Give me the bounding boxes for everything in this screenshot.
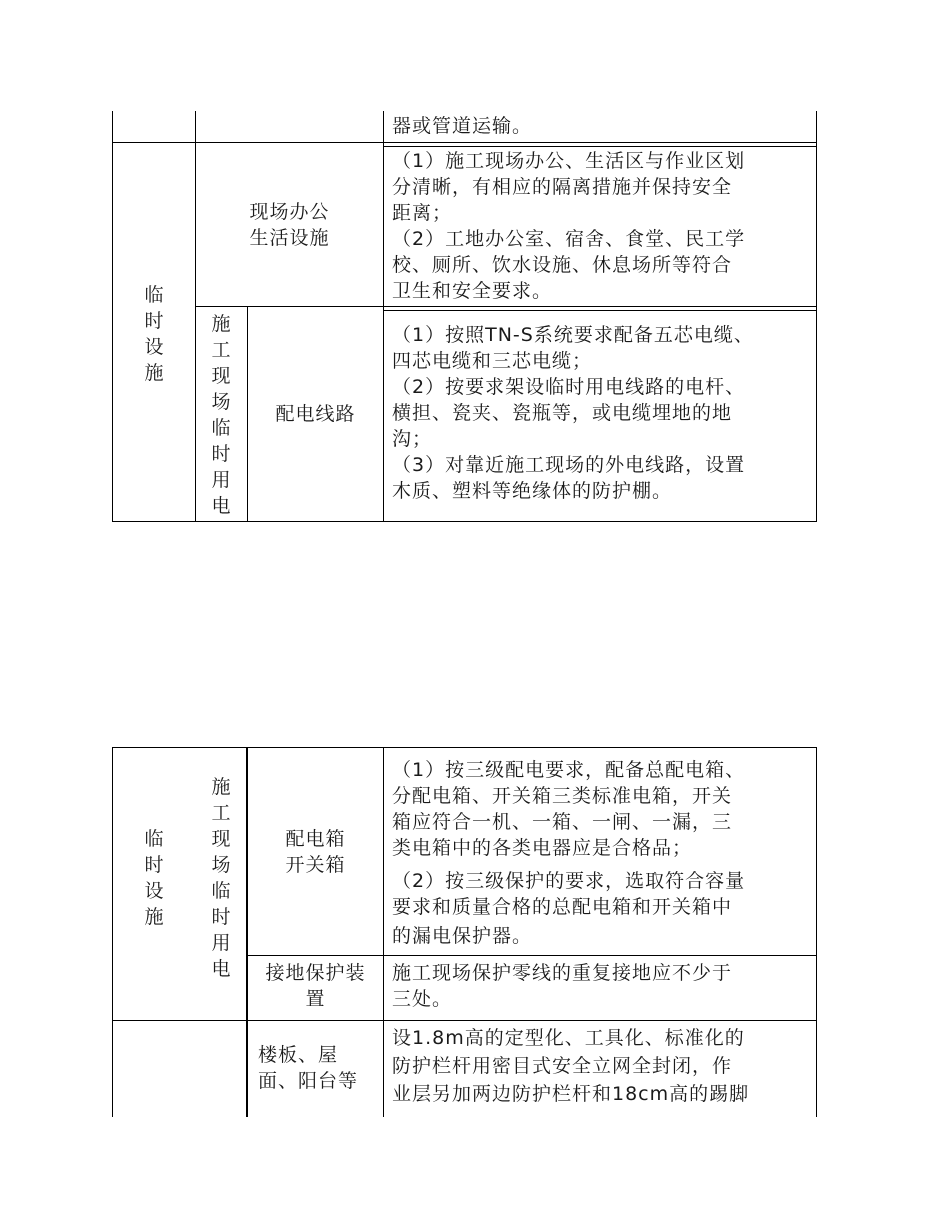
t1-wiring-desc-line1: （1）按照TN-S系统要求配备五芯电缆、 xyxy=(392,324,754,346)
t1-wiring-desc-line2: 四芯电缆和三芯电缆； xyxy=(392,350,593,372)
t2-box-desc-line6: 要求和质量合格的总配电箱和开关箱中 xyxy=(392,896,733,918)
t1-office-desc-line2: 分清晰，有相应的隔离措施并保持安全 xyxy=(392,176,733,198)
t2-box-label-line1: 配电箱 xyxy=(285,828,346,850)
t2-box-desc-line4: 类电箱中的各类电器应是合格品； xyxy=(392,837,693,859)
t1-office-desc-line3: 距离； xyxy=(392,202,453,224)
t1-line-right xyxy=(816,111,817,522)
t2-line-col3 xyxy=(383,747,384,1117)
t1-category-cell: 临时设施 xyxy=(144,284,164,384)
t2-box-desc-line3: 箱应符合一机、一箱、一闸、一漏，三 xyxy=(392,811,733,833)
t1-continuation-text: 器或管道运输。 xyxy=(392,115,533,137)
t1-line-h1 xyxy=(112,142,816,143)
t1-office-label-line1: 现场办公 xyxy=(249,201,330,223)
t2-ground-label-line2: 置 xyxy=(305,988,326,1010)
t1-line-h2b xyxy=(383,310,816,311)
t2-floor-label-line1: 楼板、屋 xyxy=(258,1044,339,1066)
t2-floor-label-line2: 面、阳台等 xyxy=(258,1070,359,1092)
t2-box-desc-line7: 的漏电保护器。 xyxy=(392,925,533,947)
t1-wiring-desc-line5: 沟； xyxy=(392,428,433,450)
t2-box-label-line2: 开关箱 xyxy=(285,854,346,876)
t2-box-desc-line2: 分配电箱、开关箱三类标准电箱，开关 xyxy=(392,785,733,807)
t1-power-group-cell: 施工现场临时用电 xyxy=(211,313,231,517)
t1-office-desc-line1: （1）施工现场办公、生活区与作业区划 xyxy=(392,150,746,172)
t2-box-desc-line5: （2）按三级保护的要求，选取符合容量 xyxy=(392,870,746,892)
t1-line-h1b xyxy=(383,146,816,147)
t2-line-h2 xyxy=(112,1020,817,1021)
t2-line-right xyxy=(816,747,817,1117)
t2-category-cell: 临时设施 xyxy=(144,828,164,928)
t1-wiring-desc-line7: 木质、塑料等绝缘体的防护棚。 xyxy=(392,480,673,502)
t1-line-bottom xyxy=(112,521,817,522)
t1-office-desc-line4: （2）工地办公室、宿舍、食堂、民工学 xyxy=(392,228,746,250)
t2-power-group-cell: 施工现场临时用电 xyxy=(211,776,231,980)
t2-line-h1 xyxy=(247,955,817,956)
t2-ground-desc-line1: 施工现场保护零线的重复接地应不少于 xyxy=(392,962,733,984)
t1-wiring-label: 配电线路 xyxy=(275,403,356,425)
t2-floor-desc-line3: 业层另加两边防护栏杆和18cm高的踢脚 xyxy=(392,1083,750,1105)
t1-line-h2 xyxy=(195,306,816,307)
t1-line-left xyxy=(112,111,113,522)
t2-ground-label-line1: 接地保护装 xyxy=(265,962,366,984)
t2-line-left xyxy=(112,747,113,1117)
t2-floor-desc-line1: 设1.8m高的定型化、工具化、标准化的 xyxy=(392,1027,745,1049)
t2-line-col2 xyxy=(246,747,248,1117)
t2-ground-desc-line2: 三处。 xyxy=(392,988,453,1010)
t1-wiring-desc-line4: 横担、瓷夹、瓷瓶等，或电缆埋地的地 xyxy=(392,402,733,424)
t1-line-col1 xyxy=(195,111,196,522)
t1-office-label-line2: 生活设施 xyxy=(249,227,330,249)
t2-line-top xyxy=(112,747,817,748)
t1-line-col3 xyxy=(383,111,384,522)
t1-wiring-desc-line6: （3）对靠近施工现场的外电线路，设置 xyxy=(392,454,746,476)
t1-wiring-desc-line3: （2）按要求架设临时用电线路的电杆、 xyxy=(392,376,746,398)
t1-office-desc-line5: 校、厕所、饮水设施、休息场所等符合 xyxy=(392,254,733,276)
t2-floor-desc-line2: 防护栏杆用密目式安全立网全封闭，作 xyxy=(392,1055,733,1077)
t1-office-desc-line6: 卫生和安全要求。 xyxy=(392,280,553,302)
t2-box-desc-line1: （1）按三级配电要求，配备总配电箱、 xyxy=(392,759,746,781)
